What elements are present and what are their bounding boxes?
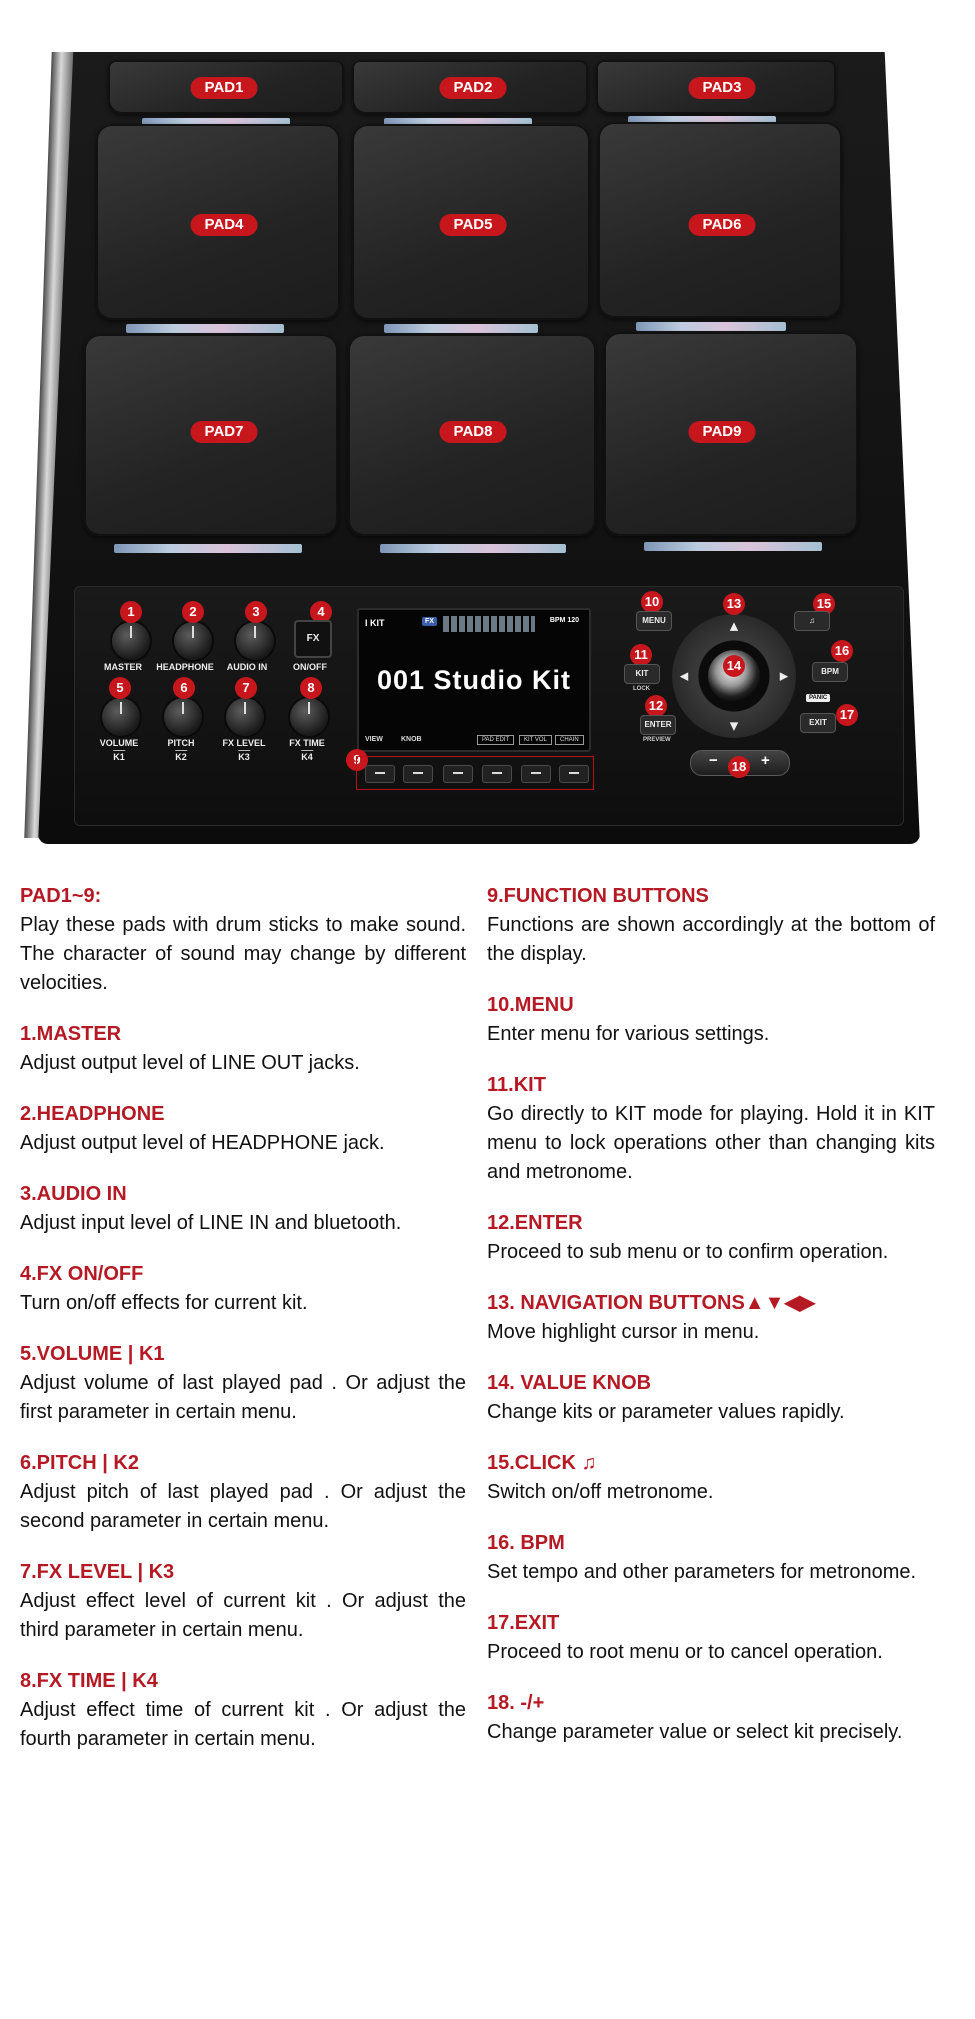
pad-3-label: PAD3 — [689, 77, 756, 99]
fx-time-label: FX TIME — [289, 738, 325, 748]
desc-body: Change kits or parameter values rapidly. — [487, 1401, 845, 1423]
bpm-button[interactable]: BPM — [812, 662, 848, 682]
master-label: MASTER — [104, 662, 142, 672]
volume-label: VOLUME — [99, 738, 139, 748]
desc-title: 13. NAVIGATION BUTTONS▲▼◀▶ — [487, 1292, 816, 1314]
callout-4: 4 — [310, 601, 332, 623]
desc-title: 5.VOLUME | K1 — [20, 1343, 165, 1365]
nav-left-icon[interactable]: ◀ — [679, 669, 689, 683]
desc-title: 3.AUDIO IN — [20, 1183, 127, 1205]
lcd-display — [357, 608, 591, 752]
function-button-4[interactable] — [482, 765, 512, 783]
click-metronome-button[interactable]: ♫ — [794, 611, 830, 631]
fx-level-k3-knob[interactable] — [226, 698, 264, 736]
pad-6-label: PAD6 — [689, 214, 756, 236]
desc-kit — [487, 1071, 935, 1187]
pad-2-label: PAD2 — [440, 77, 507, 99]
callout-17: 17 — [836, 704, 858, 726]
desc-minus-plus — [487, 1689, 935, 1747]
callout-1: 1 — [120, 601, 142, 623]
screen-fx-tag: FX — [422, 617, 437, 626]
desc-body: Set tempo and other parameters for metronome. — [487, 1561, 917, 1583]
audio-in-label: AUDIO IN — [226, 662, 268, 672]
pitch-label: PITCH — [167, 738, 195, 748]
fx-level-label: FX LEVEL — [222, 738, 266, 748]
desc-title: 12.ENTER — [487, 1212, 583, 1234]
desc-body: Adjust output level of HEADPHONE jack. — [20, 1132, 385, 1154]
pad-9-light — [644, 542, 822, 551]
pad-7-label: PAD7 — [191, 421, 258, 443]
k4-label: K4 — [301, 752, 313, 762]
callout-15: 15 — [813, 593, 835, 615]
screen-pad-edit: PAD EDIT — [477, 735, 514, 745]
function-button-5[interactable] — [521, 765, 551, 783]
callout-8: 8 — [300, 677, 322, 699]
desc-title: 16. BPM — [487, 1532, 565, 1554]
desc-body: Proceed to root menu or to cancel operation. — [487, 1641, 883, 1663]
desc-body: Turn on/off effects for current kit. — [20, 1292, 308, 1314]
fx-on-off-button[interactable]: FX — [294, 620, 332, 658]
callout-2: 2 — [182, 601, 204, 623]
callout-5: 5 — [109, 677, 131, 699]
screen-pad-indicator-grid — [443, 616, 535, 632]
desc-body: Go directly to KIT mode for playing. Hold it in KIT menu to lock operations other than changing kits and metronome. — [487, 1103, 935, 1183]
desc-body: Adjust input level of LINE IN and bluetooth. — [20, 1212, 402, 1234]
enter-button[interactable]: ENTER — [640, 715, 676, 735]
pitch-k2-knob[interactable] — [164, 698, 202, 736]
headphone-knob[interactable] — [174, 622, 212, 660]
description-column-right — [487, 882, 935, 1769]
desc-pads — [20, 882, 466, 998]
pad-7-light — [114, 544, 302, 553]
desc-body: Play these pads with drum sticks to make sound. The character of sound may change by different velocities. — [20, 914, 466, 994]
function-button-6[interactable] — [559, 765, 589, 783]
callout-11: 11 — [630, 644, 652, 666]
callout-3: 3 — [245, 601, 267, 623]
description-column-left — [20, 882, 466, 1776]
nav-right-icon[interactable]: ▶ — [779, 669, 789, 683]
screen-view-label: VIEW — [365, 736, 383, 743]
desc-fx-on-off — [20, 1260, 466, 1318]
desc-title: 2.HEADPHONE — [20, 1103, 165, 1125]
callout-6: 6 — [173, 677, 195, 699]
desc-title: 7.FX LEVEL | K3 — [20, 1561, 175, 1583]
desc-body: Adjust volume of last played pad . Or adjust the first parameter in certain menu. — [20, 1372, 466, 1423]
pad-1-label: PAD1 — [191, 77, 258, 99]
desc-volume — [20, 1340, 466, 1427]
pad-4-label: PAD4 — [191, 214, 258, 236]
desc-value-knob — [487, 1369, 935, 1427]
screen-kit-vol: KIT VOL — [519, 735, 552, 745]
function-button-2[interactable] — [403, 765, 433, 783]
callout-9: 9 — [346, 749, 368, 771]
desc-title: 10.MENU — [487, 994, 574, 1016]
desc-pitch — [20, 1449, 466, 1536]
desc-headphone — [20, 1100, 466, 1158]
desc-menu — [487, 991, 935, 1049]
desc-title: 1.MASTER — [20, 1023, 122, 1045]
kit-button[interactable]: KIT — [624, 664, 660, 684]
desc-audio-in — [20, 1180, 466, 1238]
screen-chain: CHAIN — [555, 735, 584, 745]
desc-title: 17.EXIT — [487, 1612, 560, 1634]
k1-label: K1 — [113, 752, 125, 762]
exit-button[interactable]: EXIT — [800, 713, 836, 733]
audio-in-knob[interactable] — [236, 622, 274, 660]
desc-body: Adjust effect level of current kit . Or adjust the third parameter in certain menu. — [20, 1590, 466, 1641]
desc-title: PAD1~9: — [20, 885, 102, 907]
desc-body: Functions are shown accordingly at the bottom of the display. — [487, 914, 935, 965]
function-button-3[interactable] — [443, 765, 473, 783]
pad-4-light — [126, 324, 284, 333]
screen-kit-name: 001 Studio Kit — [376, 665, 572, 695]
pad-9-label: PAD9 — [689, 421, 756, 443]
plus-button[interactable]: + — [761, 752, 770, 769]
desc-body: Adjust output level of LINE OUT jacks. — [20, 1052, 360, 1074]
desc-navigation — [487, 1289, 935, 1347]
minus-button[interactable]: − — [709, 752, 718, 769]
k2-label: K2 — [175, 752, 187, 762]
function-buttons — [356, 756, 594, 790]
menu-button[interactable]: MENU — [636, 611, 672, 631]
volume-k1-knob[interactable] — [102, 698, 140, 736]
pad-6-light — [636, 322, 786, 331]
screen-kit-tag: I KIT — [365, 618, 385, 628]
desc-body: Proceed to sub menu or to confirm operation. — [487, 1241, 889, 1263]
desc-title: 14. VALUE KNOB — [487, 1372, 652, 1394]
desc-fx-time — [20, 1667, 466, 1754]
pad-8-label: PAD8 — [440, 421, 507, 443]
desc-title: 11.KIT — [487, 1074, 546, 1096]
callout-14: 14 — [723, 655, 745, 677]
callout-13: 13 — [723, 593, 745, 615]
pad-8-light — [380, 544, 566, 553]
pad-5-label: PAD5 — [440, 214, 507, 236]
callout-7: 7 — [235, 677, 257, 699]
desc-exit — [487, 1609, 935, 1667]
desc-body: Switch on/off metronome. — [487, 1481, 714, 1503]
lock-label: LOCK — [633, 686, 650, 692]
screen-bpm-tag: BPM 120 — [549, 617, 579, 624]
desc-title: 4.FX ON/OFF — [20, 1263, 144, 1285]
nav-up-icon[interactable]: ▲ — [729, 619, 739, 633]
headphone-label: HEADPHONE — [156, 662, 214, 672]
fx-time-k4-knob[interactable] — [290, 698, 328, 736]
callout-16: 16 — [831, 640, 853, 662]
master-knob[interactable] — [112, 622, 150, 660]
desc-enter — [487, 1209, 935, 1267]
desc-title: 8.FX TIME | K4 — [20, 1670, 158, 1692]
desc-title: 6.PITCH | K2 — [20, 1452, 139, 1474]
desc-master — [20, 1020, 466, 1078]
screen-knob-label: KNOB — [401, 736, 422, 743]
desc-title: 9.FUNCTION BUTTONS — [487, 885, 709, 907]
desc-body: Adjust effect time of current kit . Or adjust the fourth parameter in certain menu. — [20, 1699, 466, 1750]
preview-label: PREVIEW — [643, 737, 671, 743]
callout-12: 12 — [645, 695, 667, 717]
desc-body: Move highlight cursor in menu. — [487, 1321, 760, 1343]
fx-on-off-label: ON/OFF — [293, 662, 327, 672]
pad-5-light — [384, 324, 538, 333]
function-button-1[interactable] — [365, 765, 395, 783]
desc-function-buttons — [487, 882, 935, 969]
desc-title: 18. -/+ — [487, 1692, 545, 1714]
desc-title: 15.CLICK ♫ — [487, 1452, 597, 1474]
nav-down-icon[interactable]: ▼ — [729, 719, 739, 733]
desc-body: Change parameter value or select kit precisely. — [487, 1721, 903, 1743]
k3-label: K3 — [238, 752, 250, 762]
desc-body: Adjust pitch of last played pad . Or adjust the second parameter in certain menu. — [20, 1481, 466, 1532]
callout-10: 10 — [641, 591, 663, 613]
desc-bpm — [487, 1529, 935, 1587]
callout-18: 18 — [728, 756, 750, 778]
panic-label: PANIC — [806, 694, 830, 702]
desc-click — [487, 1449, 935, 1507]
desc-body: Enter menu for various settings. — [487, 1023, 770, 1045]
desc-fx-level — [20, 1558, 466, 1645]
drum-pad-device-image — [0, 0, 975, 860]
